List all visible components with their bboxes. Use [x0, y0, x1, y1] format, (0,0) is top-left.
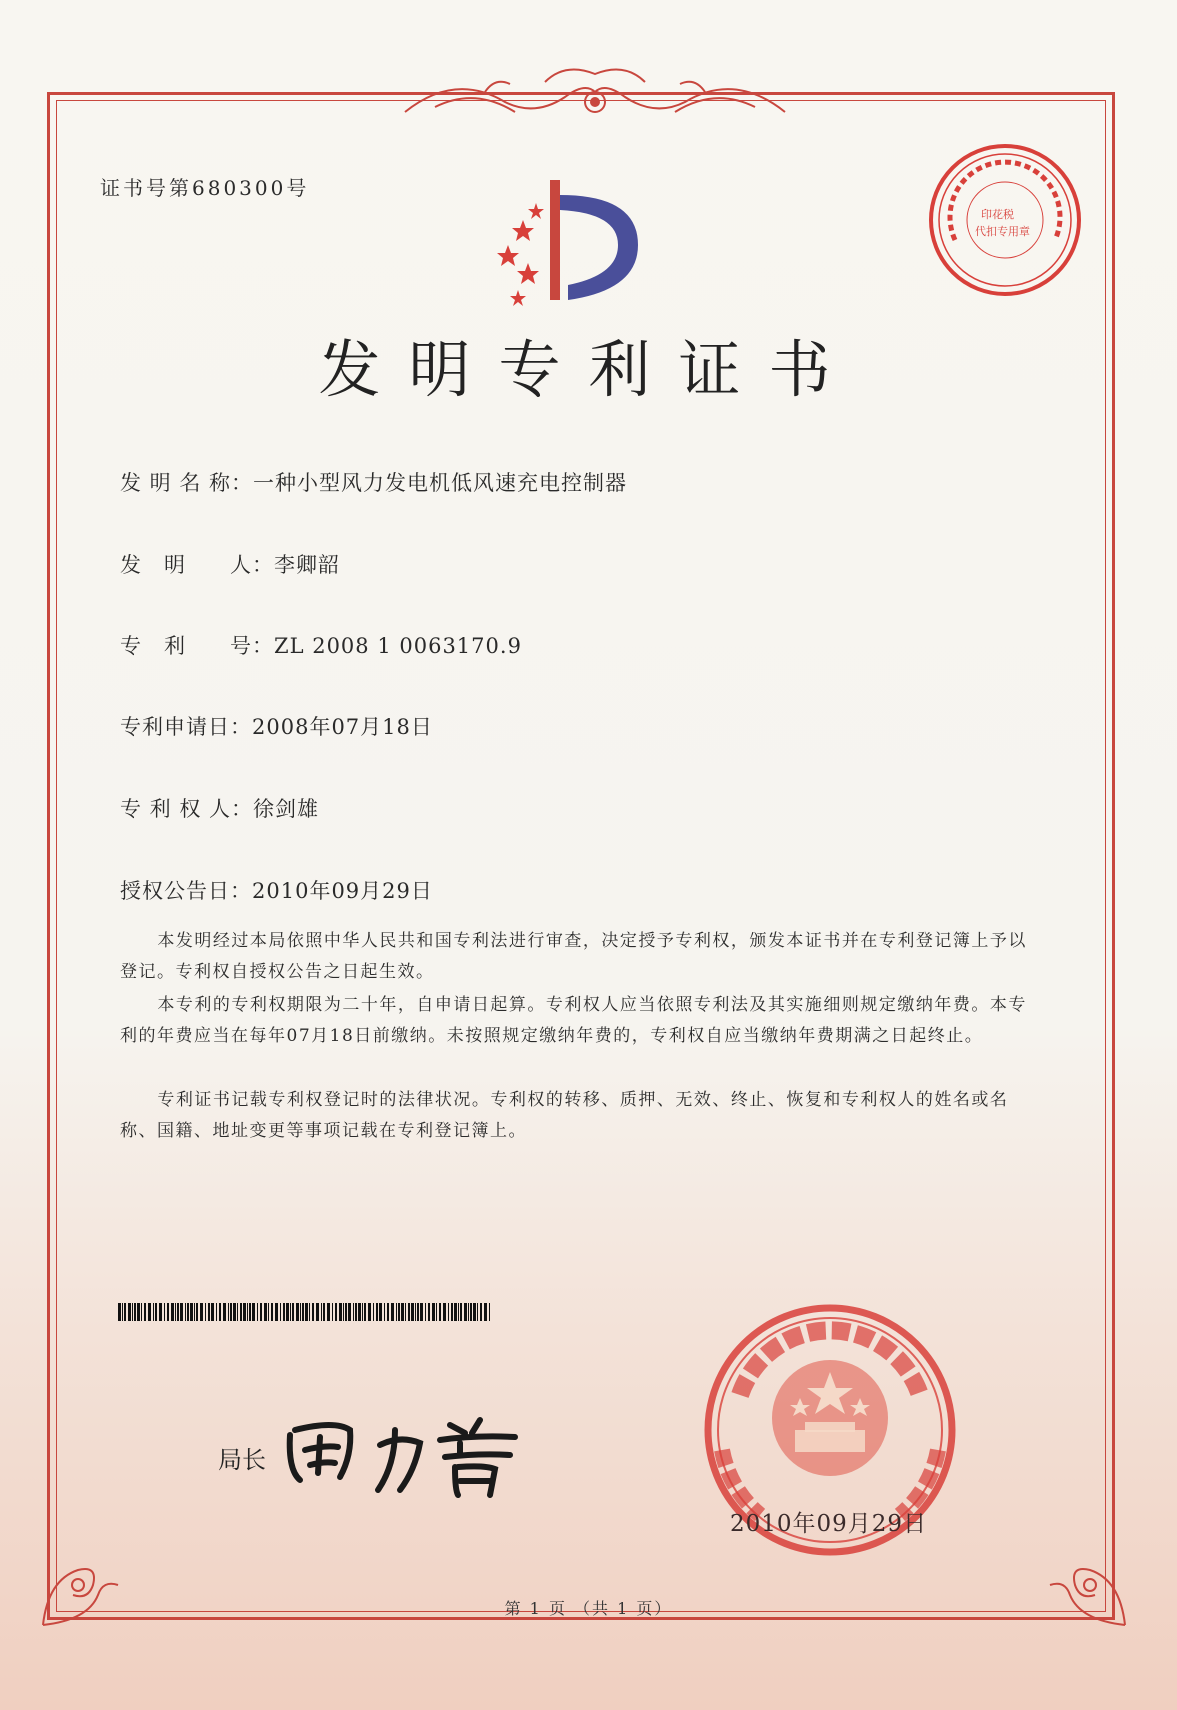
field-label: 专 利 号：: [120, 634, 274, 658]
director-label: 局长: [218, 1446, 266, 1474]
field-value: 李卿韶: [274, 553, 340, 577]
field-patent-number: [120, 630, 522, 660]
tax-stamp-seal: [925, 140, 1085, 300]
field-application-date: [120, 711, 433, 741]
top-ornament: [395, 62, 795, 132]
barcode: [118, 1303, 493, 1321]
field-inventor: [120, 549, 340, 579]
field-value: 徐剑雄: [253, 797, 320, 821]
seal-date: 2010年09月29日: [730, 1511, 928, 1537]
field-patentee: [120, 793, 319, 823]
field-value: 一种小型风力发电机低风速充电控制器: [253, 471, 628, 495]
field-label: 发 明 名 称：: [120, 471, 254, 495]
field-value: 2010年09月29日: [252, 879, 433, 903]
field-label: 专 利 权 人：: [120, 797, 254, 821]
page-footer: 第 1 页 （共 1 页）: [504, 1599, 673, 1618]
field-label: 专利申请日：: [120, 715, 252, 739]
field-label: 授权公告日：: [120, 879, 252, 903]
paragraph-legal-status: 专利证书记载专利权登记时的法律状况。专利权的转移、质押、无效、终止、恢复和专利权人的姓名或名称、国籍、地址变更等事项记载在专利登记簿上。: [120, 1090, 1009, 1141]
field-label: 发 明 人：: [120, 553, 274, 577]
field-value: 2008年07月18日: [252, 715, 433, 739]
director-signature: [280, 1395, 540, 1505]
certificate-title: 发明专利证书: [318, 333, 859, 406]
paragraph-term: 本专利的专利权期限为二十年，自申请日起算。专利权人应当依照专利法及其实施细则规定缴纳年费。本专利的年费应当在每年07月18日前缴纳。未按照规定缴纳年费的，专利权自应当缴纳年费期满之日起终止。: [120, 995, 1027, 1046]
field-grant-date: [120, 875, 433, 905]
paragraph-grant: 本发明经过本局依照中华人民共和国专利法进行审查，决定授予专利权，颁发本证书并在专利登记簿上予以登记。专利权自授权公告之日起生效。: [120, 931, 1027, 982]
certificate-number: 证书号第680300号: [100, 176, 310, 200]
svg-text:印花税: 印花税: [981, 208, 1014, 221]
svg-text:代扣专用章: 代扣专用章: [975, 225, 1030, 238]
field-invention-name: [120, 467, 627, 497]
field-value: ZL 2008 1 0063170.9: [274, 634, 522, 658]
patent-office-logo: [488, 175, 678, 335]
